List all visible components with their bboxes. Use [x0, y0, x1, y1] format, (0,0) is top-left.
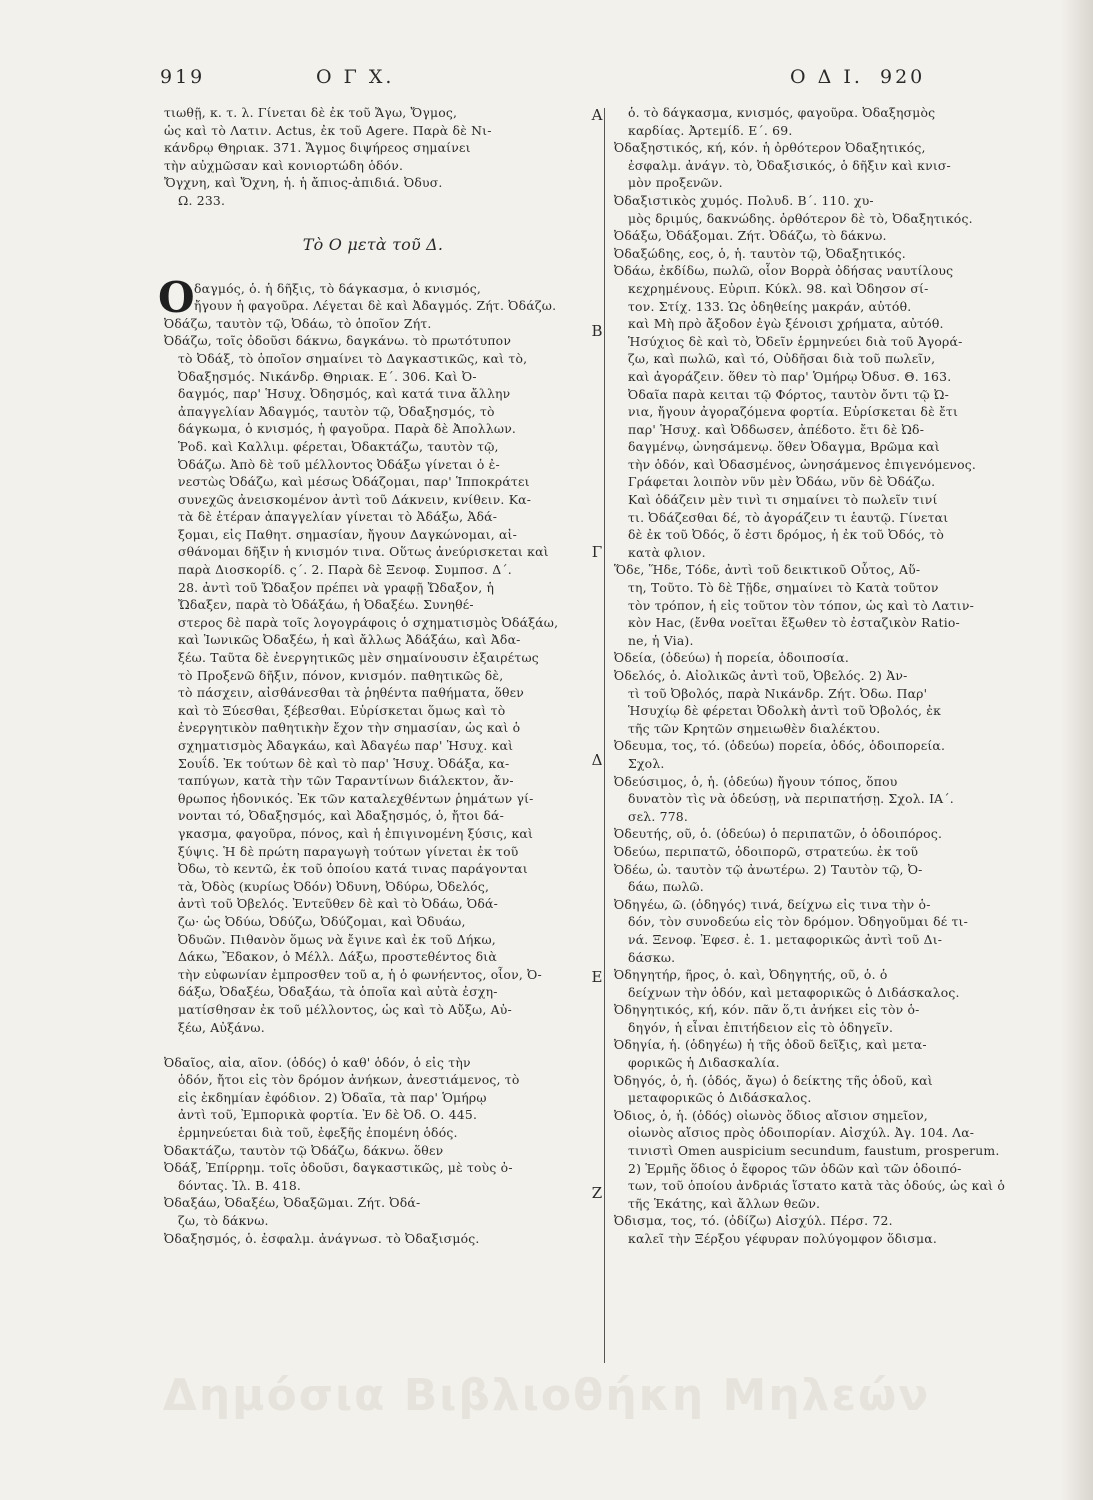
entry-line: Ὀδάζω, ταυτὸν τῷ, Ὀδάω, τὸ ὁποῖον Ζήτ. [164, 315, 432, 331]
margin-letter-a: Α [591, 106, 603, 124]
entry-line: οἰωνὸς αἴσιος πρὸς ὁδοιπορίαν. Αἰσχύλ. Ἀγ. 104. Λα- [628, 1125, 975, 1141]
entry-line: μὸς δριμύς, δακνώδης. ὀρθότερον δὲ τὸ, Ὀδαξητικός. [628, 210, 973, 226]
entry-line: ξέω, Αὐξάνω. [178, 1019, 265, 1035]
entry-line: ἀπαγγελίαν Ἀδαγμός, ταυτὸν τῷ, Ὀδαξησμός, τὸ [178, 403, 495, 419]
entry-line: τη, Τοῦτο. Τὸ δὲ Τῇδε, σημαίνει τὸ Κατὰ τοῦτον [628, 580, 939, 596]
entry-line: δηγόν, ἡ εἶναι ἐπιτήδειον εἰς τὸ ὁδηγεῖν. [628, 1019, 894, 1035]
entry-line: κὸν Hac, (ἔνθα νοεῖται ἔξωθεν τὸ ἐσταζικὸν Ratio- [628, 615, 960, 631]
entry-line: δάω, πωλῶ. [628, 879, 704, 895]
entry-line: συνεχῶς ἀνεισκομένον ἀντὶ τοῦ Δάκνειν, κνίθειν. Κα- [178, 491, 532, 507]
entry-line: Ὀδάω, ἐκδίδω, πωλῶ, οἷον Βορρὰ ὀδήσας ναυτίλους [614, 263, 954, 279]
library-watermark: Δημόσια Βιβλιοθήκη Μηλεών [162, 1370, 931, 1421]
entry-line: Δάκω, Ἔδακον, ὁ Μέλλ. Δάξω, προστεθέντος διὰ [178, 949, 497, 965]
entry-line: δαγμός, παρ' Ἡσυχ. Ὀδησμός, καὶ κατά τινα ἄλλην [178, 386, 511, 402]
entry-line: Ἡσύχιος δὲ καὶ τὸ, Ὀδεῖν ἑρμηνεύει διὰ τοῦ Ἀγορά- [628, 333, 963, 349]
entry-line: ζω· ὡς Ὀδύω, Ὀδύζω, Ὀδύζομαι, καὶ Ὀδυάω, [178, 913, 466, 929]
entry-line: δόντας. Ἰλ. Β. 418. [178, 1177, 302, 1193]
entry-line: Ὅδε, Ἥδε, Τόδε, ἀντὶ τοῦ δεικτικοῦ Οὗτος, Αὕ- [614, 562, 921, 578]
entry-line: σελ. 778. [628, 808, 688, 824]
entry-line: Καὶ ὁδάζειν μὲν τινὶ τι σημαίνει τὸ πωλεῖν τινί [628, 492, 938, 508]
entry-line: τὰ δὲ ἑτέραν ἀπαγγελίαν γίνεται τὸ Ἀδάξω, Ἀδά- [178, 509, 498, 525]
entry-line: μεταφορικῶς ὁ Διδάσκαλος. [628, 1090, 812, 1106]
entry-line: νονται τό, Ὀδαξησμός, καὶ Ἀδαξησμός, ὁ, ἤτοι δά- [178, 808, 504, 824]
entry-line: Ὀδεύω, περιπατῶ, ὁδοιπορῶ, στρατεύω. ἐκ τοῦ [614, 843, 919, 859]
entry-line: στερος δὲ παρὰ τοῖς λογογράφοις ὁ σχηματισμὸς Ὀδάξάω, [178, 614, 559, 630]
left-page-number: 919 [160, 66, 206, 88]
margin-letter-e: Ε [591, 968, 603, 986]
entry-line: εἰς ἐκδημίαν ἐφόδιον. 2) Ὀδαῖα, τὰ παρ' Ὁμήρῳ [178, 1089, 487, 1105]
entry-line: νια, ἤγουν ἀγοραζόμενα φορτία. Εὑρίσκεται δὲ ἔτι [628, 404, 959, 420]
entry-line: κάνδρῳ Θηριακ. 371. Ἄγμος διψήρεος σημαίνει [164, 140, 471, 156]
entry-line: των, τοῦ ὁποίου ἀνδριάς ἵστατο κατὰ τὰς ὁδούς, ὡς καὶ ὁ [628, 1178, 1005, 1194]
entry-line: Ὀδυῶν. Πιθανὸν ὅμως νὰ ἔγινε καὶ ἐκ τοῦ Δήκω, [178, 931, 496, 947]
entry-line: ἀντὶ τοῦ, Ἐμπορικὰ φορτία. Ἐν δὲ Ὀδ. Ο. 445. [178, 1107, 478, 1123]
entry-line: ἑρμηνεύεται διὰ τοῦ, ἐφεξῆς ἐπομένη ὁδός. [178, 1125, 458, 1141]
entry-line: καὶ Μὴ πρὸ ἄξοδον ἐγὼ ξένοισι χρήματα, αὐτόθ. [628, 316, 944, 332]
entry-line: θρωπος ἡδονικός. Ἐκ τῶν καταλεχθέντων ῥημάτων γί- [178, 790, 534, 806]
entry-line: Ὀδαῖα παρὰ κειται τῷ Φόρτος, ταυτὸν ὄντι τῷ Ὠ- [628, 386, 949, 402]
section-title: Τὸ Ο μετὰ τοῦ Δ. [302, 234, 444, 254]
drop-cap: Ο [158, 272, 195, 322]
entry-line: ζω, τὸ δάκνω. [178, 1213, 269, 1229]
entry-line: ματίσθησαν ἐκ τοῦ μέλλοντος, ὡς καὶ τὸ Αὔξω, Αὐ- [178, 1001, 512, 1017]
right-page-number: 920 [880, 66, 926, 88]
entry-line: Ὀδαξάω, Ὀδαξέω, Ὀδαξῶμαι. Ζήτ. Ὀδά- [164, 1195, 421, 1211]
right-column [614, 104, 1052, 1248]
entry-line: Ὀδευτής, οῦ, ὁ. (ὁδεύω) ὁ περιπατῶν, ὁ ὁδοιπόρος. [614, 826, 943, 842]
entry-line: δαγμός, ὁ. ἡ δῆξις, τὸ δάγκασμα, ὁ κνισμός, [194, 280, 481, 296]
entry-line: Ὀδω, τὸ κεντῶ, ἐκ τοῦ ὁποίου κατά τινας παράγονται [178, 861, 528, 877]
entry-line: ἐνεργητικὸν παθητικὴν ἔχον τὴν σημασίαν, ὡς καὶ ὁ [178, 720, 521, 736]
entry-line: Σουΐδ. Ἐκ τούτων δὲ καὶ τὸ παρ' Ἡσυχ. Ὀδάξα, κα- [178, 755, 510, 771]
entry-line: δὲ ἐκ τοῦ Ὀδός, ὅ ἐστι δρόμος, ἡ ἐκ τοῦ Ὀδός, τὸ [628, 527, 945, 543]
entry-line: Ὀδαξησμός, ὁ. ἐσφαλμ. ἀνάγνωσ. τὸ Ὀδαξισμός. [164, 1230, 480, 1246]
entry-line: Ὀδιος, ὁ, ἡ. (ὁδός) οἰωνὸς ὅδιος αἴσιον σημεῖον, [614, 1107, 928, 1123]
entry-line: τὴν εὐφωνίαν ἐμπροσθεν τοῦ α, ἡ ὁ φωνήεντος, οἷον, Ὀ- [178, 966, 542, 982]
entry-line: κεχρημένους. Εὐριπ. Κύκλ. 98. καὶ Ὀδησον σί- [628, 280, 929, 296]
entry-line: Ὄγχνη, καὶ Ὄχνη, ἡ. ἡ ἄπιος-ἀπιδιά. Ὀδυσ. [164, 175, 443, 191]
margin-letter-g: Γ [591, 543, 603, 561]
entry-line: ὁδόν, ἤτοι εἰς τὸν δρόμον ἀνήκων, ἀνεστιάμενος, τὸ [178, 1072, 520, 1088]
entry-line: Ὀδευμα, τος, τό. (ὁδεύω) πορεία, ὁδός, ὁδοιπορεία. [614, 738, 946, 754]
entry-line: τιωθῇ, κ. τ. λ. Γίνεται δὲ ἐκ τοῦ Ἄγω, Ὄγμος, [164, 105, 458, 120]
entry-line: παρ' Ἡσυχ. καὶ Ὀδδωσεν, ἀπέδοτο. ἔτι δὲ Ὠδ- [628, 421, 925, 437]
entry-line: Ω. 233. [178, 192, 226, 208]
margin-letter-b: Β [591, 322, 603, 340]
entry-line: Ὀδαξώδης, εος, ὁ, ἡ. ταυτὸν τῷ, Ὀδαξητικός. [614, 245, 906, 261]
entry-line: ὡς καὶ τὸ Λατιν. Actus, ἐκ τοῦ Agere. Παρὰ δὲ Νι- [164, 122, 492, 138]
entry-line: τὸ πάσχειν, αἰσθάνεσθαι τὰ ῥηθέντα παθήματα, ὅθεν [178, 685, 524, 701]
left-running-title: Ο Γ Χ. [316, 66, 395, 88]
entry-line: καὶ τὸ Ξύεσθαι, ξέβεσθαι. Εὑρίσκεται ὅμως καὶ τὸ [178, 702, 506, 718]
entry-line: Ὀδηγέω, ῶ. (ὁδηγός) τινά, δείχνω εἰς τινα τὴν ὁ- [614, 896, 931, 912]
entry-line: Ὀδαῖος, αἰα, αῖον. (ὁδός) ὁ καθ' ὁδόν, ὁ εἰς τὴν [164, 1054, 471, 1070]
entry-line: Ὀδαξιστικὸς χυμός. Πολυδ. Β΄. 110. χυ- [614, 192, 874, 208]
entry-line: τὴν ὁδόν, καὶ Ὀδασμένος, ὠνησάμενος ἐπιγενόμενος. [628, 456, 977, 472]
entry-line: δάγκωμα, ὁ κνισμός, ἡ φαγοῦρα. Παρὰ δὲ Ἀπολλων. [178, 421, 517, 437]
entry-line: τῆς Ἑκάτης, καὶ ἄλλων θεῶν. [628, 1195, 821, 1211]
entry-line: Γράφεται λοιπὸν νῦν μὲν Ὀδάω, νῦν δὲ Ὀδάζω. [628, 474, 936, 490]
left-column [158, 104, 582, 1247]
entry-line: ξύψις. Ἡ δὲ πρώτη παραγωγὴ τούτων γίνεται ἐκ τοῦ [178, 843, 519, 859]
entry-line: τι. Ὀδάζεσθαι δέ, τὸ ἀγοράζειν τι ἑαυτῷ. Γίνεται [628, 509, 949, 525]
entry-line: Ὀδισμα, τος, τό. (ὀδίζω) Αἰσχύλ. Πέρσ. 72. [614, 1213, 893, 1229]
entry-line: τον. Στίχ. 133. Ὡς ὀδηθείης μακράν, αὐτόθ. [628, 298, 912, 314]
entry-line: Ὀδηγία, ἡ. (ὁδηγέω) ἡ τῆς ὁδοῦ δεῖξις, καὶ μετα- [614, 1037, 927, 1053]
entry-line: τὸν τρόπον, ἡ εἰς τοῦτον τὸν τόπον, ὡς καὶ τὸ Λατιν- [628, 597, 974, 613]
entry-line: Ὀδηγός, ὁ, ἡ. (ὁδός, ἄγω) ὁ δείκτης τῆς ὁδοῦ, καὶ [614, 1072, 933, 1088]
entry-line: τὰ, Ὀδὸς (κυρίως Ὀδόν) Ὀδυνη, Ὀδύρω, Ὀδελός, [178, 878, 490, 894]
entry-line: μὸν προξενῶν. [628, 175, 723, 191]
entry-line: δείχνων τὴν ὁδόν, καὶ μεταφορικῶς ὁ Διδάσκαλος. [628, 984, 960, 1000]
entry-line: τὸ Προξενῶ δῆξιν, πόνον, κνισμόν. παθητικῶς δὲ, [178, 667, 504, 683]
entry-line: Σχολ. [628, 755, 665, 771]
entry-line: σθάνομαι δῆξιν ἡ κνισμόν τινα. Οὕτως ἀνεύρισκεται καὶ [178, 544, 549, 560]
entry-line: 28. ἀντὶ τοῦ Ὤδαξον πρέπει νὰ γραφῇ Ὤδαξον, ἡ [178, 579, 495, 595]
entry-line: ζω, καὶ πωλῶ, καὶ τό, Οὐδῆσαι διὰ τοῦ πωλεῖν, [628, 351, 936, 367]
entry-line: Ὤδαξεν, παρὰ τὸ Ὀδάξάω, ἡ Ὀδαξέω. Συνηθέ- [178, 597, 474, 613]
entry-line: τὸ Ὀδάξ, τὸ ὁποῖον σημαίνει τὸ Δαγκαστικῶς, καὶ τὸ, [178, 350, 528, 366]
entry-line: σχηματισμὸς Ἀδαγκάω, καὶ Ἀδαγέω παρ' Ἡσυχ. καὶ [178, 738, 514, 753]
entry-line: Ὀδάζω. Ἀπὸ δὲ τοῦ μέλλοντος Ὀδάξω γίνεται ὁ ἐ- [178, 456, 500, 472]
entry-line: Ὀδάξω, Ὀδάξομαι. Ζήτ. Ὀδάζω, τὸ δάκνω. [614, 228, 887, 244]
entry-line: τὶ τοῦ Ὀβολός, παρὰ Νικάνδρ. Ζήτ. Ὀδω. Παρ' [628, 685, 928, 701]
column-divider [604, 108, 605, 1363]
entry-line: τὴν αὐχμῶσαν καὶ κονιορτώδη ὁδόν. [164, 157, 404, 173]
entry-line: ξέω. Ταῦτα δὲ ἐνεργητικῶς μὲν σημαίνουσιν ἐξαιρέτως [178, 650, 539, 666]
entry-line: ἐσφαλμ. ἀνάγν. τὸ, Ὀδαξισικός, ὁ δῆξιν καὶ κνισ- [628, 157, 951, 173]
entry-line: Ὀδεύσιμος, ὁ, ἡ. (ὁδεύω) ἤγουν τόπος, ὅπου [614, 773, 898, 789]
entry-line: Ὀδάξ, Ἐπίρρημ. τοῖς ὀδοῦσι, δαγκαστικῶς, μὲ τοὺς ὀ- [164, 1160, 513, 1176]
entry-line: ταπύγων, κατὰ τὴν τῶν Ταραντίνων διάλεκτον, ἄν- [178, 773, 514, 789]
entry-line: νά. Ξενοφ. Ἐφεσ. ἐ. 1. μεταφορικῶς ἀντὶ τοῦ Δι- [628, 931, 943, 947]
entry-line: Ὀδέω, ὡ. ταυτὸν τῷ ἀνωτέρω. 2) Ταυτὸν τῷ, Ὀ- [614, 861, 923, 877]
entry-line: ὁ. τὸ δάγκασμα, κνισμός, φαγοῦρα. Ὀδαξησμὸς [628, 105, 936, 120]
entry-line: Ὀδαξησμός. Νικάνδρ. Θηριακ. Ε΄. 306. Καὶ Ὀ- [178, 368, 477, 384]
entry-line: ξομαι, εἰς Παθητ. σημασίαν, ἤγουν Δαγκώνομαι, αἰ- [178, 526, 517, 542]
entry-line: κατὰ φλιον. [628, 544, 706, 560]
entry-line: Ῥοδ. καὶ Καλλιμ. φέρεται, Ὀδακτάζω, ταυτὸν τῷ, [178, 438, 499, 454]
entry-line: 2) Ἑρμῆς ὅδιος ὁ ἔφορος τῶν ὁδῶν καὶ τῶν ὁδοιπό- [628, 1160, 962, 1176]
entry-line: δάσκω. [628, 949, 676, 965]
drop-cap-paragraph [158, 272, 582, 322]
entry-line: Ὀδεία, (ὁδεύω) ἡ πορεία, ὁδοιποσία. [614, 650, 849, 666]
entry-line: καλεῖ τὴν Ξέρξου γέφυραν πολύγομφον ὅδισμα. [628, 1231, 937, 1246]
entry-line: ἤγουν ἡ φαγοῦρα. Λέγεται δὲ καὶ Ἀδαγμός. Ζήτ. Ὀδάζω. [194, 298, 557, 314]
entry-line: τινιστὶ Omen auspicium secundum, faustum, prosperum. [628, 1143, 1000, 1159]
entry-line: δυνατὸν τὶς νὰ ὁδεύσῃ, νὰ περιπατήσῃ. Σχολ. ΙΑ΄. [628, 791, 954, 807]
entry-line: Ὀδακτάζω, ταυτὸν τῷ Ὀδάζω, δάκνω. ὅθεν [164, 1142, 444, 1158]
margin-letter-z: Ζ [591, 1184, 603, 1202]
entry-line: καὶ Ἰωνικῶς Ὀδαξέω, ἡ καὶ ἄλλως Ἀδάξάω, καὶ Ἀδα- [178, 632, 521, 648]
entry-line: δαγμένῳ, ὠνησάμενῳ. ὅθεν Ὀδαγμα, Βρῶμα καὶ [628, 439, 940, 455]
entry-line: Ἡσυχίῳ δὲ φέρεται Ὀδολκὴ ἀντὶ τοῦ Ὀβολός, ἐκ [628, 703, 942, 719]
margin-letter-d: Δ [591, 751, 603, 769]
entry-line: Ὀδελός, ὁ. Αἰολικῶς ἀντὶ τοῦ, Ὀβελός. 2) Ἀν- [614, 668, 908, 683]
entry-line: φορικῶς ἡ Διδασκαλία. [628, 1055, 780, 1071]
entry-line: παρὰ Διοσκορίδ. ς΄. 2. Παρὰ δὲ Ξενοφ. Συμποσ. Δ΄. [178, 562, 512, 578]
entry-line: καρδίας. Ἀρτεμίδ. Ε΄. 69. [628, 122, 793, 138]
entry-line: Ὀδηγητήρ, ῆρος, ὁ. καὶ, Ὀδηγητής, οῦ, ὁ. ὁ [614, 967, 888, 983]
entry-line: ne, ἡ Via). [628, 632, 694, 648]
page-edge-shadow [1060, 0, 1093, 1500]
entry-line: γκασμα, φαγοῦρα, πόνος, καὶ ἡ ἐπιγινομένη ξύσις, καὶ [178, 825, 534, 841]
right-running-title: Ο Δ Ι. [790, 66, 863, 88]
entry-line [164, 1036, 582, 1054]
entry-line: καὶ ἀγοράζειν. ὅθεν τὸ παρ' Ὁμήρῳ Ὀδυσ. Θ. 163. [628, 368, 952, 384]
entry-line: νεστὼς Ὀδάζω, καὶ μέσως Ὀδάζομαι, παρ' Ἱπποκράτει [178, 474, 530, 490]
entry-line: Ὀδάζω, τοῖς ὀδοῦσι δάκνω, δαγκάνω. τὸ πρωτότυπον [164, 333, 512, 349]
entry-line: δάξω, Ὀδαξέω, Ὀδαξάω, τὰ ὁποῖα καὶ αὐτὰ ἐσχη- [178, 984, 498, 1000]
entry-line: Ὀδαξηστικός, κή, κόν. ἡ ὀρθότερον Ὀδαξητικός, [614, 140, 926, 156]
entry-line: Ὀδηγητικός, κή, κόν. πᾶν ὅ,τι ἀνήκει εἰς τὸν ὁ- [614, 1002, 920, 1018]
entry-line: δόν, τὸν συνοδεύω εἰς τὸν δρόμον. Ὀδηγοῦμαι δέ τι- [628, 914, 968, 930]
running-head [160, 66, 926, 96]
entry-line: τῆς τῶν Κρητῶν σημειωθὲν διαλέκτου. [628, 720, 881, 736]
entry-line: ἀντὶ τοῦ Ὀβελός. Ἐντεῦθεν δὲ καὶ τὸ Ὀδάω, Ὀδά- [178, 896, 499, 912]
